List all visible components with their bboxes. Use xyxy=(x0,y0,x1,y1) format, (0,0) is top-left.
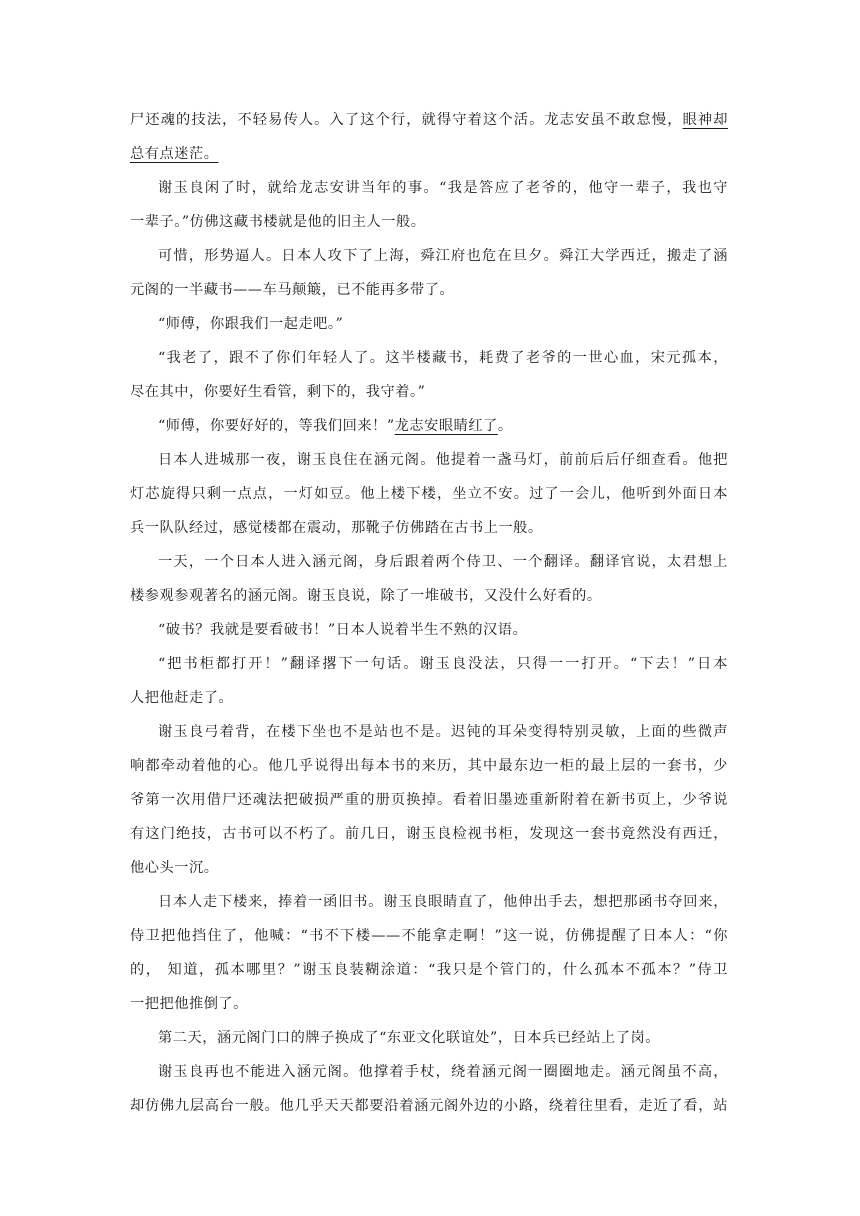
text-line xyxy=(130,545,728,579)
text-segment: 尽在其中，你要好生看管，剩下的，我守着。” xyxy=(130,384,426,400)
text-line xyxy=(130,137,728,171)
text-segment: 尸还魂的技法，不轻易传人。入了这个行，就得守着这个活。龙志安虽不敢怠慢， xyxy=(130,112,683,128)
text-line xyxy=(130,885,728,919)
text-segment: “把书柜都打开！”翻译撂下一句话。谢玉良没法，只得一一打开。“下去！”日本 xyxy=(158,656,728,672)
text-segment: “师傅，你跟我们一起走吧。” xyxy=(158,316,344,332)
underlined-phrase: 龙志安眼睛红了 xyxy=(394,418,498,434)
text-segment: 日本人走下楼来，捧着一函旧书。谢玉良眼睛直了，他伸出手去，想把那函书夺回来， xyxy=(158,894,728,910)
text-segment: 兵一队队经过，感觉楼都在震动，那靴子仿佛踏在古书上一般。 xyxy=(130,520,543,536)
text-line xyxy=(130,443,728,477)
text-line xyxy=(130,613,728,647)
text-line xyxy=(130,783,728,817)
text-line xyxy=(130,171,728,205)
text-segment: 元阁的一半藏书——车马颠簸，已不能再多带了。 xyxy=(130,282,455,298)
text-segment: 灯芯旋得只剩一点点，一灯如豆。他上楼下楼，坐立不安。过了一会儿，他听到外面日本 xyxy=(130,486,728,502)
text-line xyxy=(130,103,728,137)
text-segment: 响都牵动着他的心。他几乎说得出每本书的来历，其中最东边一柜的最上层的一套书，少 xyxy=(130,758,728,774)
text-segment: 日本人进城那一夜，谢玉良住在涵元阁。他提着一盏马灯，前前后后仔细查看。他把 xyxy=(158,452,728,468)
text-line xyxy=(130,1055,728,1089)
text-line xyxy=(130,851,728,885)
story-text xyxy=(130,103,728,1123)
text-segment: “破书？我就是要看破书！”日本人说着半生不熟的汉语。 xyxy=(158,622,528,638)
text-segment: 他心头一沉。 xyxy=(130,860,219,876)
text-segment: 人把他赶走了。 xyxy=(130,690,234,706)
text-segment: 侍卫把他挡住了，他喊：“书不下楼——不能拿走啊！”这一说，仿佛提醒了日本人：“你 xyxy=(130,928,728,944)
text-line xyxy=(130,647,728,681)
text-line xyxy=(130,579,728,613)
text-segment: 有这门绝技，古书可以不朽了。前几日，谢玉良检视书柜，发现这一套书竟然没有西迁， xyxy=(130,826,728,842)
text-line xyxy=(130,681,728,715)
text-line xyxy=(130,817,728,851)
text-segment: 谢玉良弓着背，在楼下坐也不是站也不是。迟钝的耳朵变得特别灵敏，上面的些微声 xyxy=(158,724,728,740)
text-line xyxy=(130,409,728,443)
text-line xyxy=(130,919,728,953)
text-segment: 楼参观参观著名的涵元阁。谢玉良说，除了一堆破书，又没什么好看的。 xyxy=(130,588,602,604)
text-line xyxy=(130,477,728,511)
underlined-phrase: 眼神却 xyxy=(682,112,728,128)
text-segment: 一辈子。”仿佛这藏书楼就是他的旧主人一般。 xyxy=(130,214,426,230)
text-line xyxy=(130,953,728,987)
text-line xyxy=(130,715,728,749)
text-segment: 的， 知道，孤本哪里？”谢玉良装糊涂道：“我只是个管门的，什么孤本不孤本？”侍卫 xyxy=(130,962,728,978)
text-line xyxy=(130,1021,728,1055)
text-segment: 却仿佛九层高台一般。他几乎天天都要沿着涵元阁外边的小路，绕着往里看，走近了看，站 xyxy=(130,1098,728,1114)
text-segment: 一把把他推倒了。 xyxy=(130,996,248,1012)
text-segment: 谢玉良再也不能进入涵元阁。他撑着手杖，绕着涵元阁一圈圈地走。涵元阁虽不高， xyxy=(158,1064,728,1080)
text-line xyxy=(130,749,728,783)
text-segment: 谢玉良闲了时，就给龙志安讲当年的事。“我是答应了老爷的，他守一辈子，我也守 xyxy=(158,180,728,196)
underlined-phrase: 总有点迷茫。 xyxy=(130,146,219,162)
text-line xyxy=(130,307,728,341)
text-line xyxy=(130,239,728,273)
text-line xyxy=(130,987,728,1021)
text-segment: “我老了，跟不了你们年轻人了。这半楼藏书，耗费了老爷的一世心血，宋元孤本， xyxy=(158,350,728,366)
text-line xyxy=(130,1089,728,1123)
text-segment: 第二天，涵元阁门口的牌子换成了“东亚文化联谊处”，日本兵已经站上了岗。 xyxy=(158,1030,660,1046)
text-segment: 一天，一个日本人进入涵元阁，身后跟着两个侍卫、一个翻译。翻译官说，太君想上 xyxy=(158,554,728,570)
text-segment: 爷第一次用借尸还魂法把破损严重的册页换掉。看着旧墨迹重新附着在新书页上，少爷说 xyxy=(130,792,728,808)
text-line xyxy=(130,205,728,239)
text-segment: “师傅，你要好好的，等我们回来！” xyxy=(158,418,395,434)
text-segment: 。 xyxy=(497,418,513,434)
text-line xyxy=(130,375,728,409)
text-line xyxy=(130,341,728,375)
text-line xyxy=(130,511,728,545)
text-segment: 可惜，形势逼人。日本人攻下了上海，舜江府也危在旦夕。舜江大学西迁，搬走了涵 xyxy=(158,248,728,264)
text-line xyxy=(130,273,728,307)
